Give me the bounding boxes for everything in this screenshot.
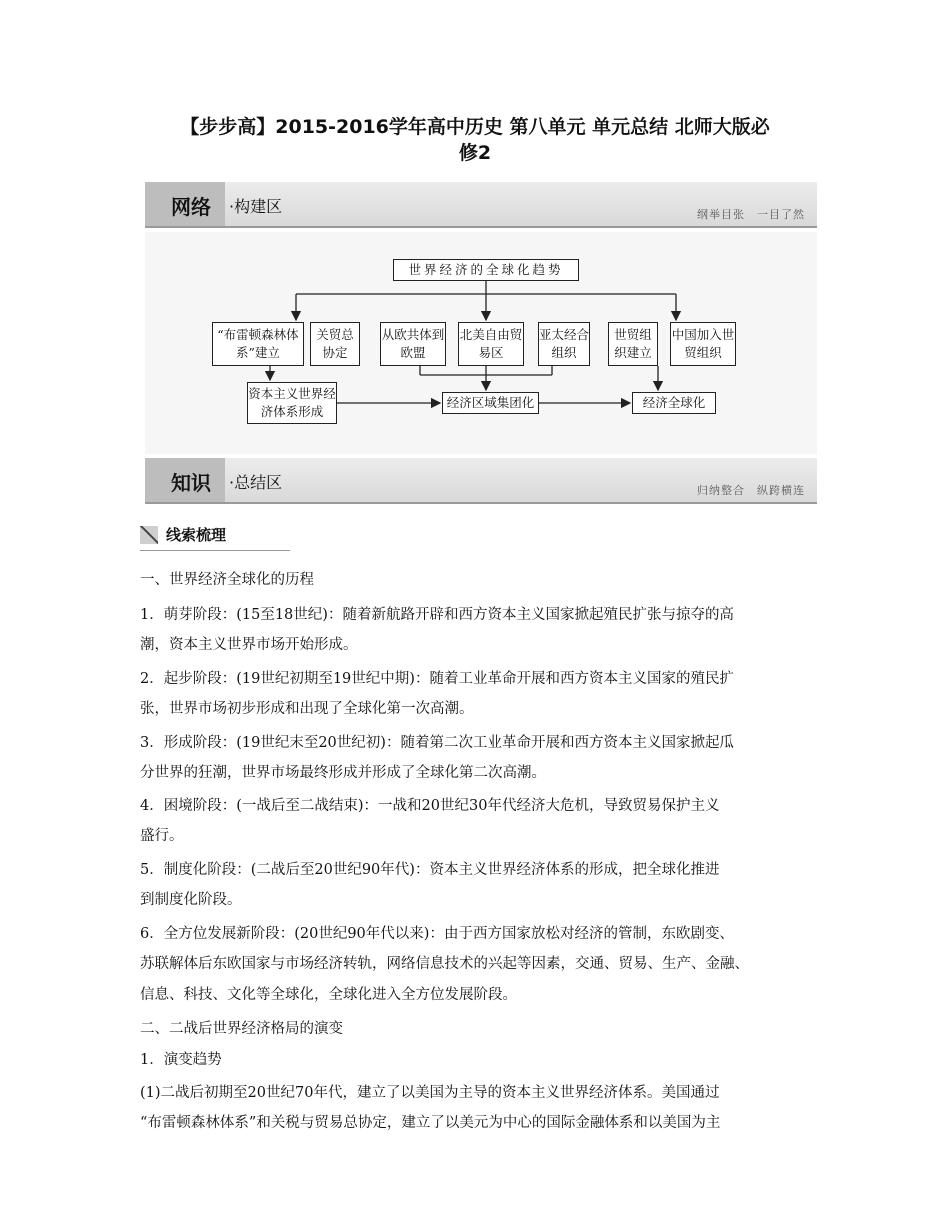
slash-icon <box>140 526 158 544</box>
title-line-1: 【步步高】2015-2016学年高中历史 第八单元 单元总结 北师大版必 <box>180 116 770 138</box>
paragraph-line: 苏联解体后东欧国家与市场经济转轨，网络信息技术的兴起等因素，交通、贸易、生产、金融、 <box>140 956 749 972</box>
section-slogan: 纲举目张 一目了然 <box>697 208 805 221</box>
paragraph-line: 一、世界经济全球化的历程 <box>140 572 314 588</box>
paragraph-line: 6．全方位发展新阶段：(20世纪90年代以来)：由于西方国家放松对经济的管制，东欧剧变、 <box>140 926 734 942</box>
diagram-connectors <box>0 0 950 460</box>
paragraph-line: 张，世界市场初步形成和出现了全球化第一次高潮。 <box>140 701 474 717</box>
box-apec: 亚太经合组织 <box>538 322 590 366</box>
paragraph-line: 2．起步阶段：(19世纪初期至19世纪中期)：随着工业革命开展和西方资本主义国家的殖民扩 <box>140 671 734 687</box>
paragraph-line: 到制度化阶段。 <box>140 892 242 908</box>
title-line-2: 修2 <box>458 142 492 164</box>
box-eu: 从欧共体到欧盟 <box>380 322 446 366</box>
box-china-wto: 中国加入世贸组织 <box>670 322 736 366</box>
paragraph-line: 5．制度化阶段：(二战后至20世纪90年代)：资本主义世界经济体系的形成，把全球化推进 <box>140 862 720 878</box>
paragraph-line: 3．形成阶段：(19世纪末至20世纪初)：随着第二次工业革命开展和西方资本主义国家掀起瓜 <box>140 735 734 751</box>
section-title-big: 知识 <box>171 471 211 495</box>
paragraph-line: 二、二战后世界经济格局的演变 <box>140 1021 343 1037</box>
paragraph-line: 信息、科技、文化等全球化，全球化进入全方位发展阶段。 <box>140 987 517 1003</box>
paragraph-line: 分世界的狂潮，世界市场最终形成并形成了全球化第二次高潮。 <box>140 765 546 781</box>
clue-title: 线索梳理 <box>166 526 227 544</box>
box-wto: 世贸组织建立 <box>608 322 658 366</box>
section-title-small: ·总结区 <box>229 473 283 492</box>
box-capitalist-system: 资本主义世界经济体系形成 <box>247 382 337 424</box>
paragraph-line: 盛行。 <box>140 828 184 844</box>
paragraph-line: 潮，资本主义世界市场开始形成。 <box>140 637 358 653</box>
box-nafta: 北美自由贸易区 <box>458 322 524 366</box>
box-regional-blocs: 经济区域集团化 <box>442 392 539 414</box>
box-bretton-woods: “布雷顿森林体系”建立 <box>212 322 304 366</box>
paragraph-line: 4．困境阶段：(一战后至二战结束)：一战和20世纪30年代经济大危机，导致贸易保护主义 <box>140 798 720 814</box>
paragraph-line: (1)二战后初期至20世纪70年代，建立了以美国为主导的资本主义世界经济体系。美国通过 <box>140 1085 720 1101</box>
section-title-big: 网络 <box>171 195 211 219</box>
box-gatt: 关贸总协定 <box>310 322 360 366</box>
box-global-trend: 世界经济的全球化趋势 <box>393 259 579 281</box>
paragraph-line: 1．萌芽阶段：(15至18世纪)：随着新航路开辟和西方资本主义国家掀起殖民扩张与掠夺的高 <box>140 607 734 623</box>
section-title-small: ·构建区 <box>229 197 283 216</box>
paragraph-line: 1．演变趋势 <box>140 1052 222 1068</box>
divider <box>140 550 290 551</box>
paragraph-line: “布雷顿森林体系”和关税与贸易总协定，建立了以美元为中心的国际金融体系和以美国为主 <box>140 1115 721 1131</box>
section-slogan: 归纳整合 纵跨横连 <box>697 484 805 497</box>
clue-heading <box>140 524 290 548</box>
section-header-knowledge <box>145 458 817 504</box>
box-globalization: 经济全球化 <box>632 392 716 414</box>
